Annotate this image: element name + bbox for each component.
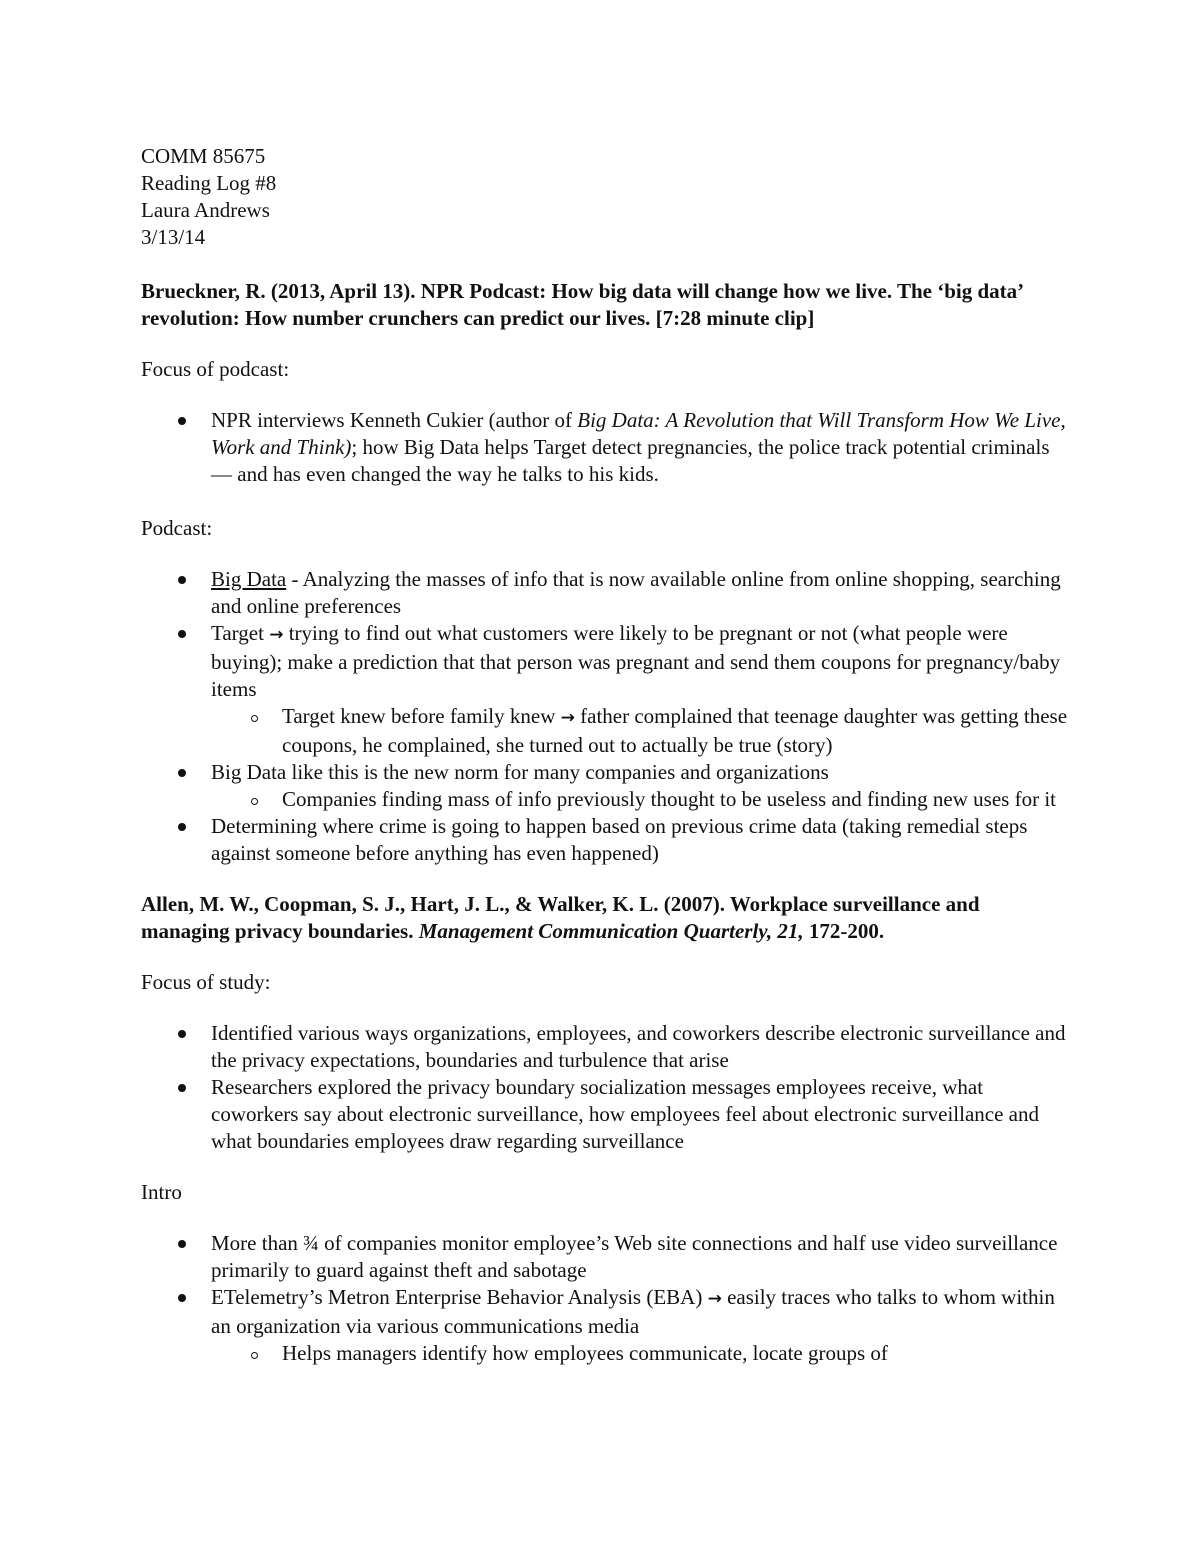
term-big-data: Big Data [211, 567, 287, 591]
list-item: Researchers explored the privacy boundary socialization messages employees receive, what coworkers say about electronic surveillance, how employees feel about electronic surveillance and what boundaries employees draw regarding surveillance [211, 1074, 1071, 1155]
course-code: COMM 85675 [141, 144, 266, 168]
sub-list [211, 1340, 1071, 1367]
citation-text: Allen, M. W., Coopman, S. J., Hart, J. L., & Walker, K. L. (2007). Workplace surveillance and managing privacy boundaries. [141, 892, 980, 943]
text-segment: easily traces who talks to whom within an organization via various communications media [211, 1285, 1055, 1338]
text-segment: Target [211, 621, 270, 645]
intro-label: Intro [141, 1180, 182, 1204]
podcast-list [141, 566, 1071, 867]
list-item [211, 566, 1071, 620]
list-item [211, 759, 1071, 813]
sub-list-item: Helps managers identify how employees communicate, locate groups of [282, 1340, 1071, 1367]
text-segment: ETelemetry’s Metron Enterprise Behavior Analysis (EBA) [211, 1285, 708, 1309]
book-title: Big Data: A Revolution that Will Transform How We Live, Work and Think) [211, 408, 1066, 459]
list-item [211, 407, 1071, 488]
intro-list [141, 1230, 1071, 1367]
sub-list [211, 786, 1071, 813]
text-segment: - Analyzing the masses of info that is now available online from online shopping, searching and online preferences [211, 567, 1061, 618]
citation-brueckner: Brueckner, R. (2013, April 13). NPR Podcast: How big data will change how we live. The ‘big data’ revolution: How number crunchers can predict our lives. [7:28 minute clip] [141, 279, 1023, 330]
document-body [141, 143, 1071, 1367]
focus-podcast-label: Focus of podcast: [141, 357, 290, 381]
sub-list-item [282, 703, 1071, 759]
citation-pages: 172-200. [803, 919, 885, 943]
text-segment: trying to find out what customers were likely to be pregnant or not (what people were buying); make a prediction that that person was pregnant and send them coupons for pregnancy/baby items [211, 621, 1061, 701]
list-item [211, 1284, 1071, 1367]
sub-list-item: Companies finding mass of info previously thought to be useless and finding new uses for it [282, 786, 1071, 813]
citation-allen [141, 891, 1071, 945]
journal-title: Management Communication Quarterly, 21, [418, 919, 804, 943]
arrow-right-icon: → [560, 708, 575, 728]
document-header [141, 143, 1071, 251]
podcast-label: Podcast: [141, 516, 213, 540]
author-name: Laura Andrews [141, 198, 270, 222]
focus-podcast-list [141, 407, 1071, 488]
arrow-right-icon: → [269, 625, 284, 645]
arrow-right-icon: → [707, 1289, 722, 1309]
focus-study-label: Focus of study: [141, 970, 271, 994]
text-segment: Big Data like this is the new norm for many companies and organizations [211, 760, 829, 784]
log-title: Reading Log #8 [141, 171, 277, 195]
text-segment: NPR interviews Kenneth Cukier (author of [211, 408, 578, 432]
text-segment: ; how Big Data helps Target detect pregnancies, the police track potential criminals — and has even changed the way he talks to his kids. [211, 435, 1050, 486]
text-segment: father complained that teenage daughter was getting these coupons, he complained, she turned out to actually be true (story) [282, 704, 1068, 757]
list-item: Determining where crime is going to happen based on previous crime data (taking remedial steps against someone before anything has even happened) [211, 813, 1071, 867]
list-item: Identified various ways organizations, employees, and coworkers describe electronic surveillance and the privacy expectations, boundaries and turbulence that arise [211, 1020, 1071, 1074]
log-date: 3/13/14 [141, 225, 206, 249]
list-item: More than ¾ of companies monitor employee’s Web site connections and half use video surveillance primarily to guard against theft and sabotage [211, 1230, 1071, 1284]
focus-study-list [141, 1020, 1071, 1155]
sub-list [211, 703, 1071, 759]
text-segment: Target knew before family knew [282, 704, 561, 728]
list-item [211, 620, 1071, 759]
